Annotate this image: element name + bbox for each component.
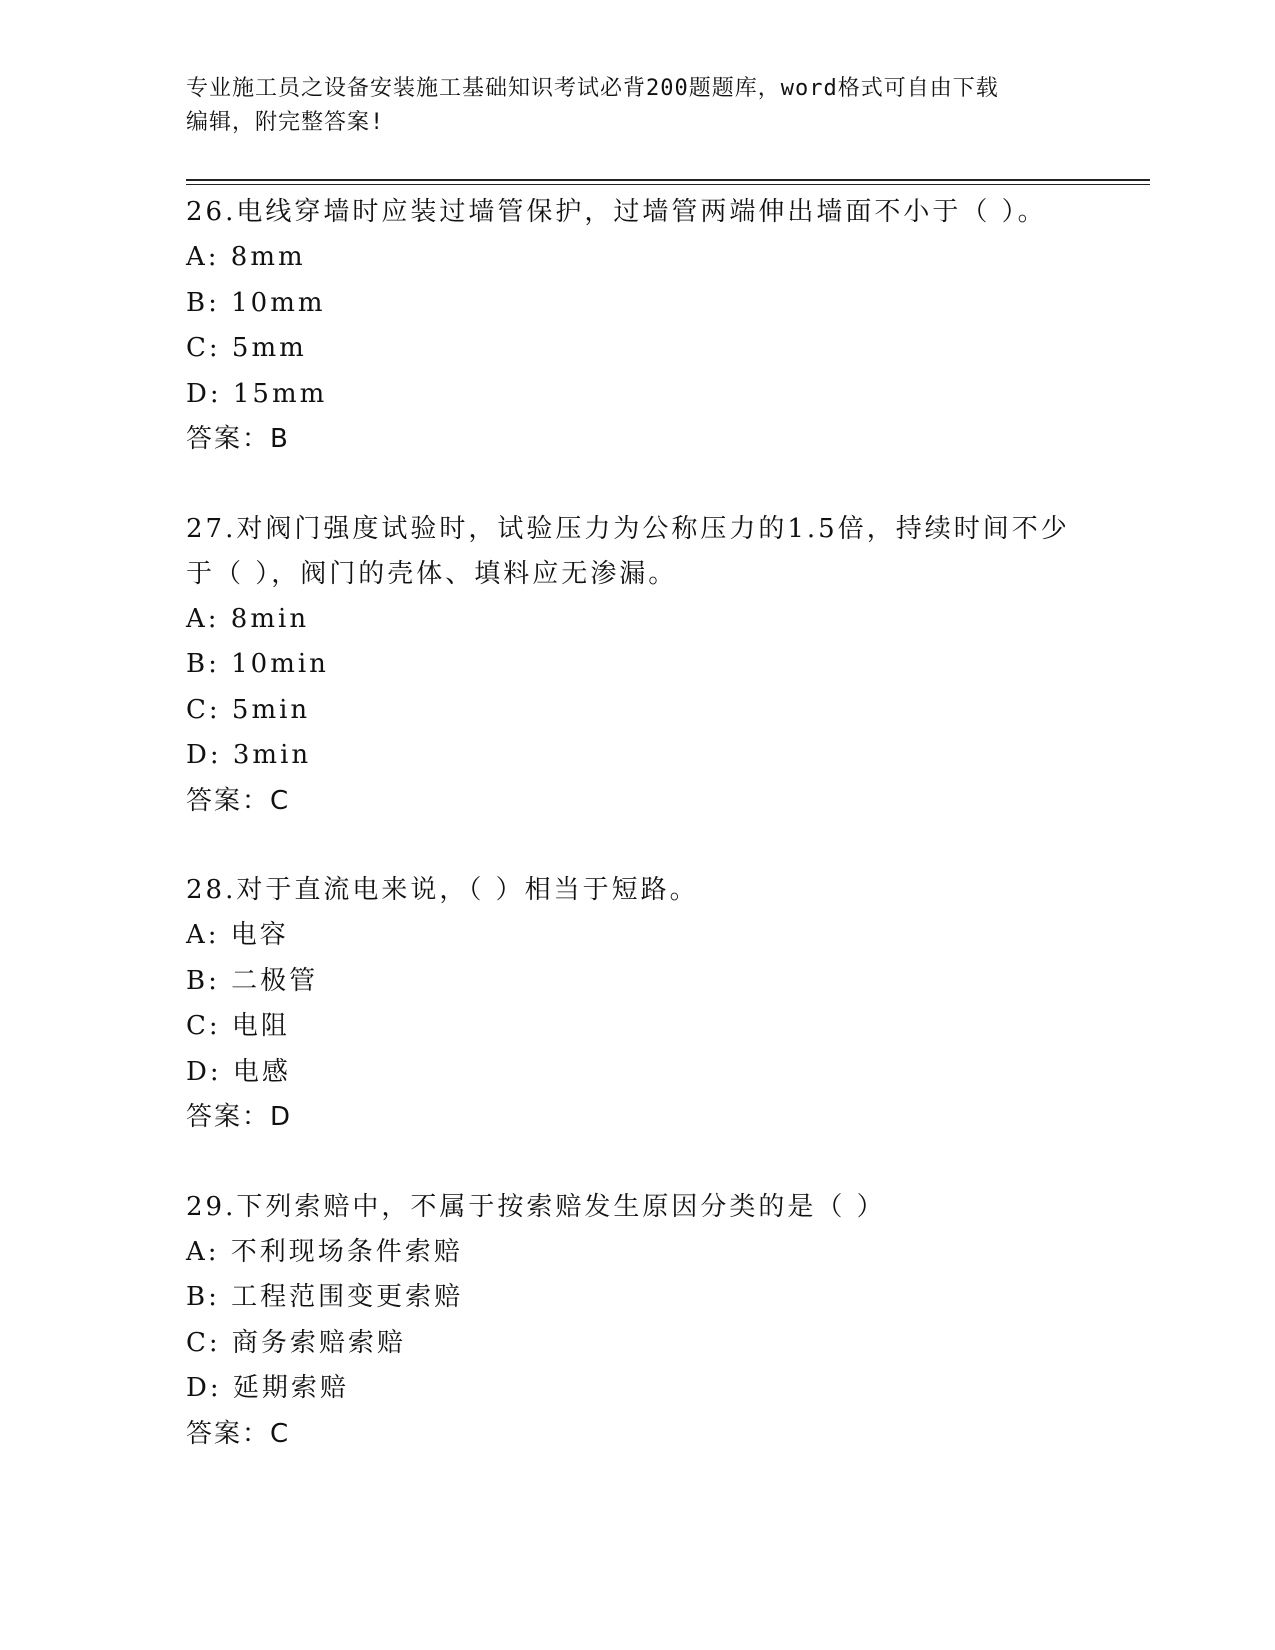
question-stem: 28.对于直流电来说，（ ）相当于短路。 xyxy=(186,875,699,905)
answer-line: 答案：D xyxy=(186,1102,293,1132)
document-header xyxy=(186,72,1066,140)
question-29 xyxy=(186,1185,1086,1458)
answer-line: 答案：C xyxy=(186,1418,291,1449)
header-divider-thin xyxy=(186,184,1150,185)
option-b: B: 工程范围变更索赔 xyxy=(186,1282,464,1312)
option-b: B: 10mm xyxy=(186,287,326,318)
header-line-2: 编辑，附完整答案! xyxy=(186,110,385,135)
answer-line: 答案：C xyxy=(186,785,291,816)
option-d: D: 15mm xyxy=(186,378,328,409)
option-b: B: 二极管 xyxy=(186,965,319,996)
question-stem: 26.电线穿墙时应装过墙管保护，过墙管两端伸出墙面不小于（ ）。 xyxy=(186,197,1047,227)
option-d: D: 3min xyxy=(186,740,312,770)
option-c: C: 商务索赔索赔 xyxy=(186,1327,406,1358)
question-27 xyxy=(186,507,1086,825)
option-c: C: 电阻 xyxy=(186,1011,290,1041)
option-d: D: 电感 xyxy=(186,1056,291,1087)
option-a: A: 8mm xyxy=(186,242,306,272)
answer-line: 答案：B xyxy=(186,424,290,454)
question-28 xyxy=(186,868,1086,1141)
option-c: C: 5min xyxy=(186,694,311,725)
option-d: D: 延期索赔 xyxy=(186,1373,349,1403)
header-line-1: 专业施工员之设备安装施工基础知识考试必背200题题库，word格式可自由下载 xyxy=(186,76,999,101)
question-26 xyxy=(186,190,1086,463)
option-a: A: 不利现场条件索赔 xyxy=(186,1236,463,1267)
question-stem: 29.下列索赔中，不属于按索赔发生原因分类的是（ ） xyxy=(186,1191,886,1222)
question-list xyxy=(186,190,1086,1501)
header-divider-thick xyxy=(186,179,1150,181)
option-a: A: 电容 xyxy=(186,920,289,950)
option-c: C: 5mm xyxy=(186,333,307,363)
option-b: B: 10min xyxy=(186,649,329,679)
question-stem: 27.对阀门强度试验时，试验压力为公称压力的1.5倍，持续时间不少于（ ），阀门的壳体、填料应无渗漏。 xyxy=(186,513,1070,589)
option-a: A: 8min xyxy=(186,603,310,634)
